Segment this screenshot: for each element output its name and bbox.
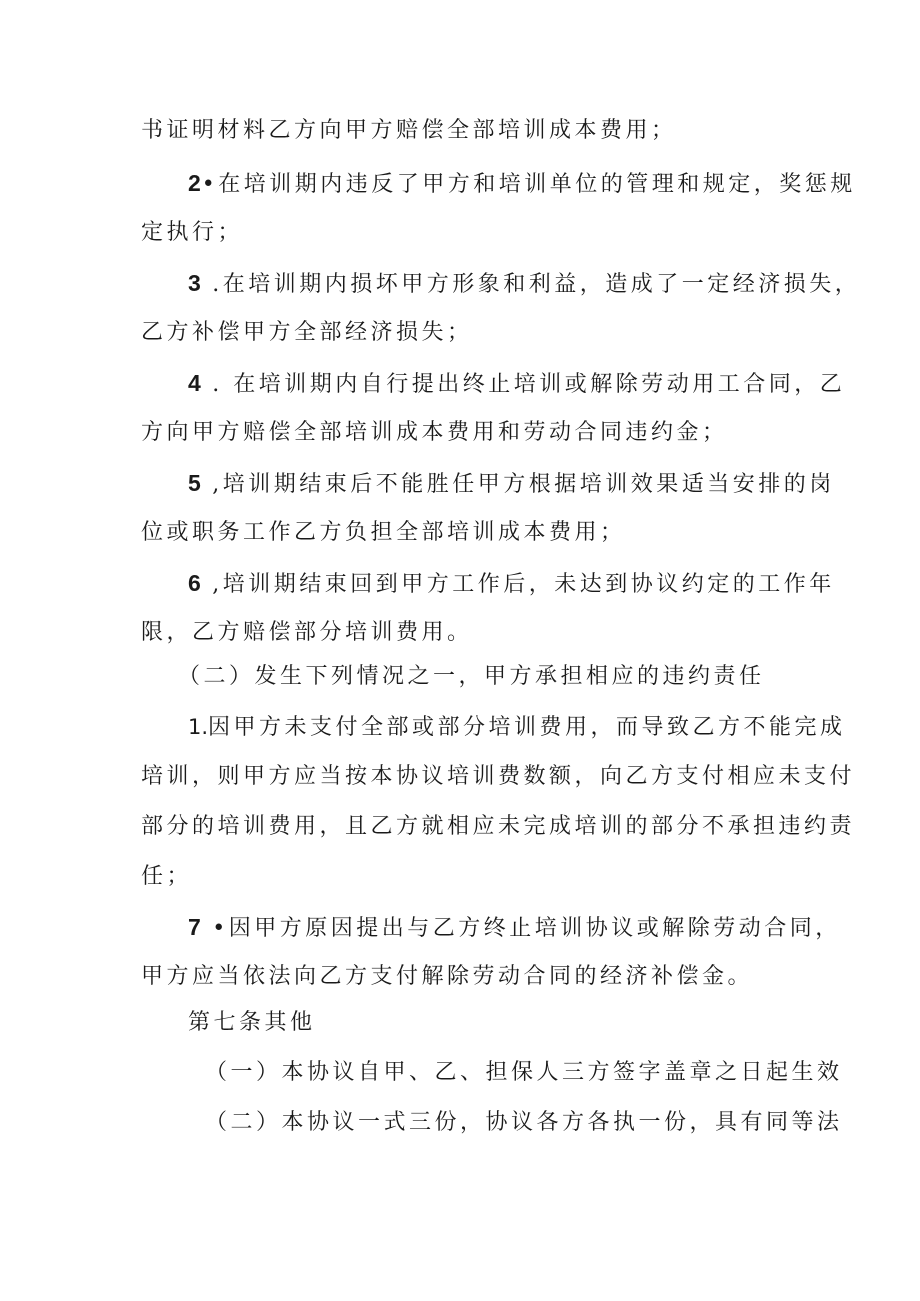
item-6-line-1 xyxy=(188,568,835,600)
line-text: 方向甲方赔偿全部培训成本费用和劳动合同违约金； xyxy=(141,420,728,445)
article-seven-clause-1 xyxy=(205,1058,843,1088)
line-text: .在培训期内损坏甲方形象和利益，造成了一定经济损失， xyxy=(201,272,861,297)
item-number: 1. xyxy=(188,715,209,739)
item-7-line-2 xyxy=(141,962,753,992)
line-text: 书证明材料乙方向甲方赔偿全部培训成本费用； xyxy=(141,118,677,143)
line-text: ,培训期结束回到甲方工作后，未达到协议约定的工作年 xyxy=(201,572,835,597)
item-number: 6 xyxy=(188,570,202,596)
line-text: 部分的培训费用，且乙方就相应未完成培训的部分不承担违约责 xyxy=(141,814,856,839)
line-text: （二）发生下列情况之一，甲方承担相应的违约责任 xyxy=(178,664,765,689)
item-2-line-1 xyxy=(188,168,856,200)
line-text: 因甲方未支付全部或部分培训费用，而导致乙方不能完成 xyxy=(208,715,846,740)
item-number: 7 xyxy=(188,914,202,940)
clause-1-line-3 xyxy=(141,812,855,842)
line-text: •因甲方原因提出与乙方终止培训协议或解除劳动合同， xyxy=(201,916,841,941)
item-2-line-2 xyxy=(141,218,243,248)
article-seven-heading xyxy=(188,1008,316,1038)
item-number: 2 xyxy=(188,170,202,196)
line-text: 乙方补偿甲方全部经济损失； xyxy=(141,320,473,345)
clause-1-line-2 xyxy=(141,762,855,792)
item-5-line-2 xyxy=(141,518,626,548)
item-5-line-1 xyxy=(188,468,835,500)
item-3-line-1 xyxy=(188,268,860,300)
line-text: ,培训期结束后不能胜任甲方根据培训效果适当安排的岗 xyxy=(201,472,835,497)
line-text: （一）本协议自甲、乙、担保人三方签字盖章之日起生效 xyxy=(205,1060,843,1085)
section-two-heading xyxy=(178,662,765,692)
item-number: 4 xyxy=(188,370,202,396)
line-text: （二）本协议一式三份，协议各方各执一份，具有同等法 xyxy=(205,1110,843,1135)
line-text: 任； xyxy=(141,864,193,889)
line-text: 甲方应当依法向乙方支付解除劳动合同的经济补偿金。 xyxy=(141,964,754,989)
line-text: 培训，则甲方应当按本协议培训费数额，向乙方支付相应未支付 xyxy=(141,764,856,789)
clause-1-line-1 xyxy=(188,712,846,743)
item-4-line-1 xyxy=(188,368,845,400)
item-3-line-2 xyxy=(141,318,473,348)
line-text: •在培训期内违反了甲方和培训单位的管理和规定，奖惩规 xyxy=(201,172,856,197)
line-text: 位或职务工作乙方负担全部培训成本费用； xyxy=(141,520,626,545)
item-number: 5 xyxy=(188,470,202,496)
line-text: . 在培训期内自行提出终止培训或解除劳动用工合同，乙 xyxy=(201,372,846,397)
item-number: 3 xyxy=(188,270,202,296)
article-seven-clause-2 xyxy=(205,1108,843,1138)
item-7-line-1 xyxy=(188,912,841,944)
item-6-line-2 xyxy=(141,618,473,648)
line-text: 定执行； xyxy=(141,220,244,245)
text-line-1 xyxy=(141,116,677,146)
line-text: 限，乙方赔偿部分培训费用。 xyxy=(141,620,473,645)
line-text: 第七条其他 xyxy=(188,1010,316,1035)
item-4-line-2 xyxy=(141,418,728,448)
clause-1-line-4 xyxy=(141,862,192,892)
